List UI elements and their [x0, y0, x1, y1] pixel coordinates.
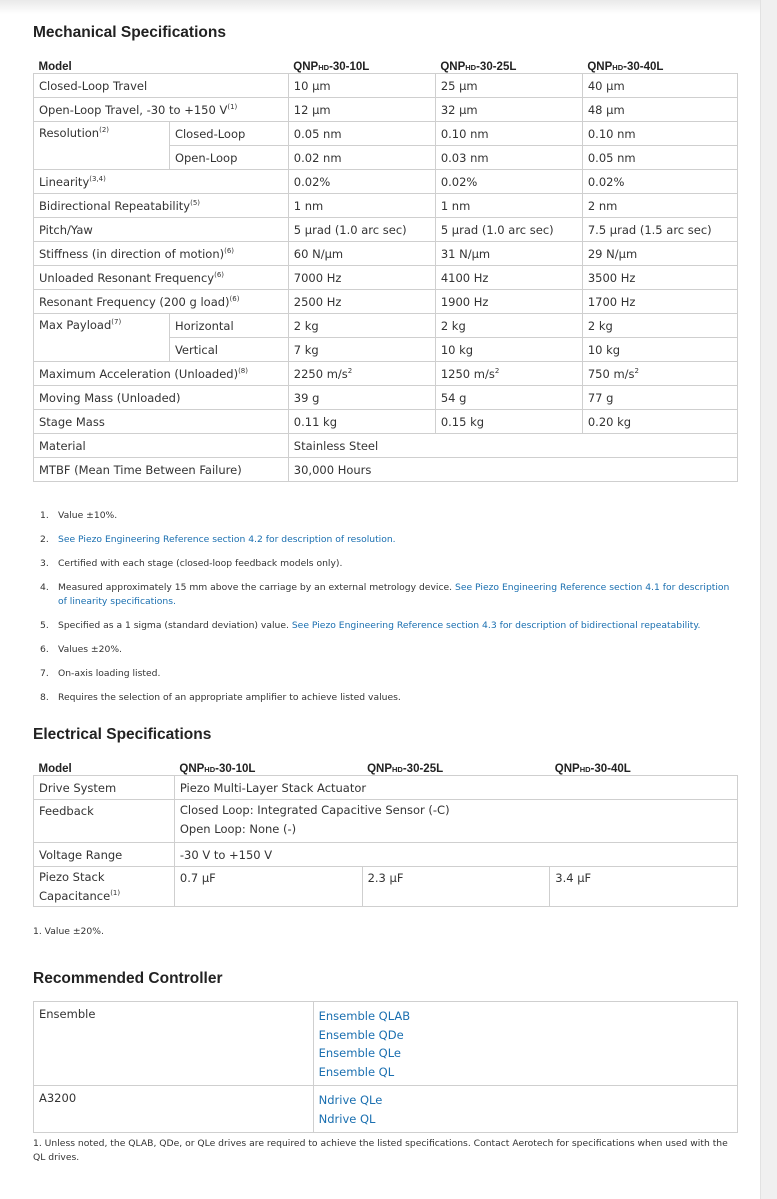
table-row [34, 867, 738, 907]
cell-value: 0.02% [288, 170, 435, 194]
row-sublabel: Closed-Loop [169, 122, 288, 146]
row-label: Stage Mass [34, 410, 289, 434]
table-row [34, 458, 738, 482]
table-row [34, 410, 738, 434]
cell-value: 10 µm [288, 74, 435, 98]
cell-value: 0.05 nm [288, 122, 435, 146]
table-header-row [34, 56, 738, 74]
mechanical-footnotes [40, 509, 740, 715]
cell-value: 0.15 kg [435, 410, 582, 434]
controller-footnote: 1. Unless noted, the QLAB, QDe, or QLe drives are required to achieve the listed specifications. Contact Aerotech for specifications when used with the QL drives. [33, 1138, 728, 1163]
table-row [34, 800, 738, 843]
table-row [34, 74, 738, 98]
table-row [34, 122, 738, 146]
table-row [34, 266, 738, 290]
top-shade [0, 0, 760, 14]
cell-value: 77 g [582, 386, 737, 410]
cell-value: 0.10 nm [582, 122, 737, 146]
row-label: Ensemble [34, 1002, 314, 1086]
cell-value: 2 nm [582, 194, 737, 218]
cell-value: 39 g [288, 386, 435, 410]
cell-value: 0.7 µF [174, 867, 362, 907]
cell-value: 1250 $m/s^2$ [435, 362, 582, 386]
row-label: Voltage Range [34, 843, 175, 867]
row-label: Resonant Frequency (200 g load)$^{(6)}$ [34, 290, 289, 314]
footnote: 8. Requires the selection of an appropriate amplifier to achieve listed values. [40, 692, 401, 703]
table-row [34, 1002, 738, 1086]
header-model-40l: QNPHD-30-40L [582, 56, 737, 74]
table-row [34, 98, 738, 122]
cell-value: 60 N/µm [288, 242, 435, 266]
header-model: Model [34, 56, 289, 74]
cell-value: 7 kg [288, 338, 435, 362]
cell-value: 2 kg [582, 314, 737, 338]
row-label: Closed-Loop Travel [34, 74, 289, 98]
cell-value: 40 µm [582, 74, 737, 98]
cell-value: 5 µrad (1.0 arc sec) [288, 218, 435, 242]
cell-value: 1900 Hz [435, 290, 582, 314]
footnote: 5. Specified as a 1 sigma (standard deviation) value. See Piezo Engineering Reference section 4.3 for description of bidirectional repeatability. [40, 620, 701, 631]
row-label: Stiffness (in direction of motion)$^{(6)}$ [34, 242, 289, 266]
row-label: Piezo Stack Capacitance$^{(1)}$ [34, 867, 175, 907]
cell-value: 48 µm [582, 98, 737, 122]
table-row [34, 843, 738, 867]
row-label: Bidirectional Repeatability$^{(5)}$ [34, 194, 289, 218]
electrical-footnote: 1. Value ±20%. [33, 926, 104, 937]
cell-value: 7.5 µrad (1.5 arc sec) [582, 218, 737, 242]
controller-links [313, 1002, 737, 1086]
table-row [34, 218, 738, 242]
controller-title: Recommended Controller [33, 970, 223, 987]
cell-value: 0.10 nm [435, 122, 582, 146]
cell-value: 29 N/µm [582, 242, 737, 266]
row-label: Open-Loop Travel, -30 to +150 $V^{(1)}$ [34, 98, 289, 122]
footnote-link[interactable]: See Piezo Engineering Reference section 4.3 for description of bidirectional repeatability. [291, 620, 701, 631]
cell-value: 2250 $m/s^2$ [288, 362, 435, 386]
header-model-10l: QNPHD-30-10L [288, 56, 435, 74]
cell-value: 0.02% [582, 170, 737, 194]
table-row [34, 314, 738, 338]
footnote: 6. Values ±20%. [40, 644, 122, 655]
cell-value: 12 µm [288, 98, 435, 122]
cell-value: 0.03 nm [435, 146, 582, 170]
cell-value: Closed Loop: Integrated Capacitive Sensor (-C) Open Loop: None (-) [174, 800, 737, 843]
cell-value: 7000 Hz [288, 266, 435, 290]
table-row [34, 242, 738, 266]
cell-value: 10 kg [582, 338, 737, 362]
controller-link[interactable]: Ensemble QDe [318, 1027, 404, 1042]
row-label: Unloaded Resonant Frequency$^{(6)}$ [34, 266, 289, 290]
header-model-25l: QNPHD-30-25L [362, 758, 550, 776]
row-label: Resolution$^{(2)}$ [34, 122, 170, 170]
row-label: Max Payload$^{(7)}$ [34, 314, 170, 362]
row-label: A3200 [34, 1086, 314, 1133]
electrical-specs-title: Electrical Specifications [33, 726, 212, 743]
controller-link[interactable]: Ndrive QLe [318, 1093, 383, 1107]
footnote-link[interactable]: See Piezo Engineering Reference section 4.1 for description of linearity specifications. [58, 582, 730, 607]
row-label: Feedback [34, 800, 175, 843]
cell-value: 2500 Hz [288, 290, 435, 314]
cell-value: 0.02 nm [288, 146, 435, 170]
controller-link[interactable]: Ensemble QLe [318, 1046, 402, 1060]
footnote: 3. Certified with each stage (closed-loop feedback models only). [40, 558, 343, 569]
table-row [34, 386, 738, 410]
cell-value: 4100 Hz [435, 266, 582, 290]
cell-value: 750 $m/s^2$ [582, 362, 737, 386]
table-header-row [34, 758, 738, 776]
cell-value: 0.20 kg [582, 410, 737, 434]
cell-value: -30 V to +150 V [174, 843, 737, 867]
cell-value: 2 kg [288, 314, 435, 338]
table-row [34, 194, 738, 218]
table-row [34, 1086, 738, 1133]
cell-value: 1700 Hz [582, 290, 737, 314]
vertical-scrollbar[interactable] [760, 0, 777, 1199]
table-row [34, 776, 738, 800]
cell-value: 30,000 Hours [288, 458, 737, 482]
mechanical-specs-title: Mechanical Specifications [33, 24, 226, 41]
cell-value: 5 µrad (1.0 arc sec) [435, 218, 582, 242]
cell-value: 0.05 nm [582, 146, 737, 170]
electrical-specs-table [33, 758, 738, 907]
footnote: 2. See Piezo Engineering Reference section 4.2 for description of resolution. [40, 534, 396, 545]
controller-link[interactable]: Ndrive QL [318, 1111, 376, 1126]
footnote-link[interactable]: See Piezo Engineering Reference section 4.2 for description of resolution. [58, 534, 396, 545]
footnote: 1. Value ±10%. [40, 510, 118, 521]
row-sublabel: Vertical [169, 338, 288, 362]
header-model-25l: QNPHD-30-25L [435, 56, 582, 74]
table-row [34, 362, 738, 386]
cell-value: 54 g [435, 386, 582, 410]
cell-value: 3.4 µF [550, 867, 738, 907]
table-row [34, 434, 738, 458]
controller-link[interactable]: Ensemble QL [318, 1064, 395, 1079]
cell-value: 3500 Hz [582, 266, 737, 290]
header-model-10l: QNPHD-30-10L [174, 758, 362, 776]
header-model: Model [34, 758, 175, 776]
cell-value: 1 nm [288, 194, 435, 218]
cell-value: 25 µm [435, 74, 582, 98]
cell-value: 2.3 µF [362, 867, 550, 907]
cell-value: Stainless Steel [288, 434, 737, 458]
cell-value: 0.02% [435, 170, 582, 194]
row-label: Drive System [34, 776, 175, 800]
cell-value: Piezo Multi-Layer Stack Actuator [174, 776, 737, 800]
footnote: 7. On-axis loading listed. [40, 668, 161, 679]
row-label: Maximum Acceleration (Unloaded)$^{(8)}$ [34, 362, 289, 386]
cell-value: 2 kg [435, 314, 582, 338]
cell-value: 10 kg [435, 338, 582, 362]
controller-link[interactable]: Ensemble QLAB [318, 1009, 411, 1023]
row-sublabel: Open-Loop [169, 146, 288, 170]
cell-value: 31 N/µm [435, 242, 582, 266]
cell-value: 1 nm [435, 194, 582, 218]
controller-links [313, 1086, 737, 1133]
row-sublabel: Horizontal [169, 314, 288, 338]
row-label: Pitch/Yaw [34, 218, 289, 242]
mechanical-specs-table [33, 56, 738, 482]
table-row [34, 170, 738, 194]
footnote: 4. Measured approximately 15 mm above the carriage by an external metrology device. See Piezo Engineering Reference section 4.1 for description of linearity specifications. [40, 582, 730, 607]
header-model-40l: QNPHD-30-40L [550, 758, 738, 776]
controller-table [33, 1001, 738, 1133]
cell-value: 32 µm [435, 98, 582, 122]
row-label: Linearity$^{(3,4)}$ [34, 170, 289, 194]
row-label: MTBF (Mean Time Between Failure) [34, 458, 289, 482]
cell-value: 0.11 kg [288, 410, 435, 434]
table-row [34, 290, 738, 314]
row-label: Moving Mass (Unloaded) [34, 386, 289, 410]
row-label: Material [34, 434, 289, 458]
